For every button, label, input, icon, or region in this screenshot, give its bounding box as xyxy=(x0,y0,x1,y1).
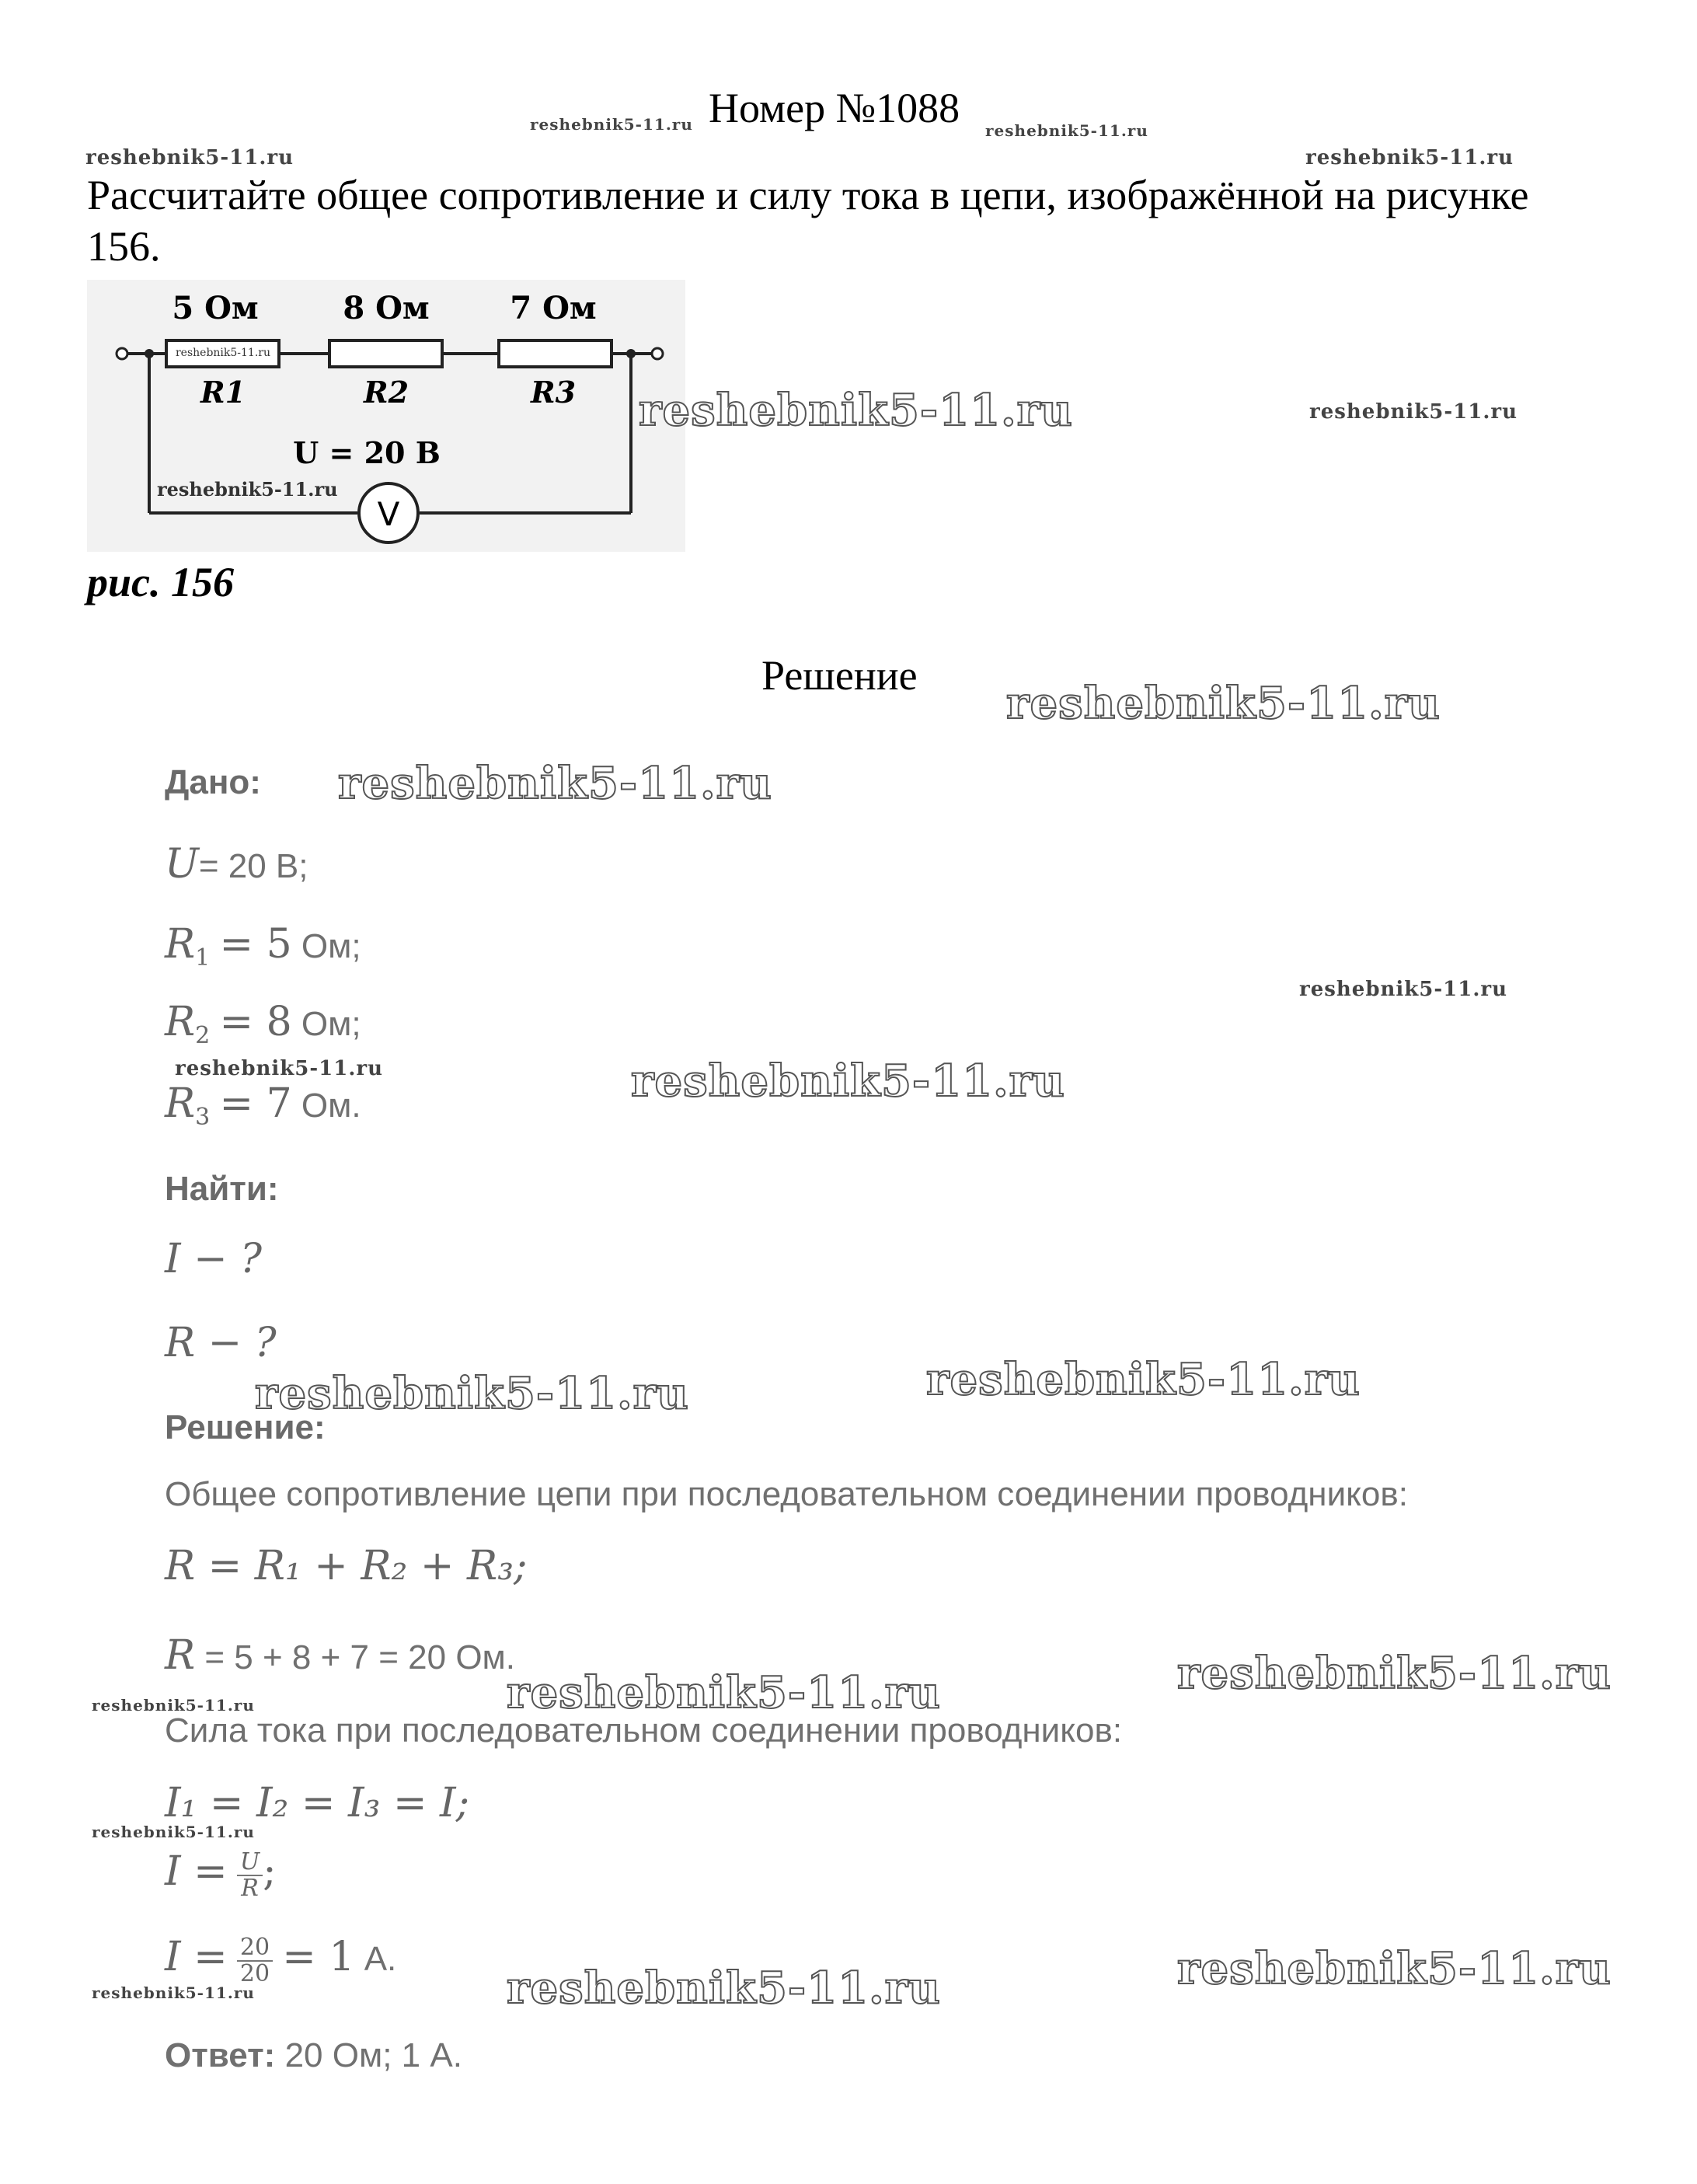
watermark: reshebnik5-11.ru xyxy=(1309,400,1518,424)
watermark: reshebnik5-11.ru xyxy=(157,478,338,501)
circuit-diagram xyxy=(87,280,685,552)
page-title: Номер №1088 xyxy=(709,85,960,131)
watermark: reshebnik5-11.ru xyxy=(507,1667,941,1718)
watermark: reshebnik5-11.ru xyxy=(1305,146,1514,169)
voltmeter-label: V xyxy=(377,495,400,533)
watermark: reshebnik5-11.ru xyxy=(175,347,271,359)
watermark: reshebnik5-11.ru xyxy=(92,1696,255,1715)
formula-ohm-law: I = $\frac{U}{R}$ ; xyxy=(165,1848,277,1903)
r3-label: R3 xyxy=(530,375,577,410)
calc-total-resistance: R = 5 + 8 + 7 = 20 Ом. xyxy=(165,1632,516,1679)
find-label: Найти: xyxy=(165,1170,279,1208)
given-r1: $R_1 = 5$ Ом; xyxy=(165,921,361,972)
formula-total-resistance: R = R₁ + R₂ + R₃; xyxy=(165,1543,528,1589)
solution-label: Решение: xyxy=(165,1408,326,1446)
formula-current-equal: I₁ = I₂ = I₃ = I; xyxy=(165,1780,470,1826)
watermark: reshebnik5-11.ru xyxy=(631,1055,1065,1107)
calc-current: I = $\frac{20}{20}$ = 1 А. xyxy=(165,1934,397,1988)
r1-label: R1 xyxy=(200,375,246,410)
watermark: reshebnik5-11.ru xyxy=(1006,678,1441,729)
watermark: reshebnik5-11.ru xyxy=(175,1057,384,1080)
given-label: Дано: xyxy=(165,763,261,801)
watermark: reshebnik5-11.ru xyxy=(926,1354,1361,1405)
watermark: reshebnik5-11.ru xyxy=(85,146,294,169)
watermark: reshebnik5-11.ru xyxy=(1299,978,1508,1001)
task-text: Рассчитайте общее сопротивление и силу тока в цепи, изображённой на рисунке 156. xyxy=(87,172,1529,270)
resistor-r2 xyxy=(329,340,442,367)
watermark: reshebnik5-11.ru xyxy=(338,758,772,809)
watermark: reshebnik5-11.ru xyxy=(985,121,1148,140)
given-r2: $R_2 = 8$ Ом; xyxy=(165,999,361,1049)
figure-caption: рис. 156 xyxy=(87,559,234,605)
watermark: reshebnik5-11.ru xyxy=(530,115,693,134)
r1-value: 5 Ом xyxy=(172,290,259,326)
find-i: I − ? xyxy=(165,1236,263,1282)
solution-text-2: Сила тока при последовательном соединении проводников: xyxy=(165,1711,1123,1750)
watermark: reshebnik5-11.ru xyxy=(639,385,1073,436)
given-r3: $R_3 = 7$ Ом. xyxy=(165,1080,361,1131)
watermark: reshebnik5-11.ru xyxy=(1177,1943,1612,1994)
r2-value: 8 Ом xyxy=(343,290,430,326)
resistor-r3 xyxy=(499,340,612,367)
find-r: R − ? xyxy=(165,1320,277,1366)
solution-heading: Решение xyxy=(761,652,918,699)
watermark: reshebnik5-11.ru xyxy=(92,1983,255,2002)
r3-value: 7 Ом xyxy=(510,290,597,326)
watermark: reshebnik5-11.ru xyxy=(92,1823,255,1841)
watermark: reshebnik5-11.ru xyxy=(255,1368,689,1419)
given-u: U= 20 В; xyxy=(165,841,308,888)
watermark: reshebnik5-11.ru xyxy=(507,1962,941,2014)
answer-line: Ответ: 20 Ом; 1 А. xyxy=(165,2036,462,2074)
r2-label: R2 xyxy=(363,375,409,410)
voltage-label: U = 20 В xyxy=(293,435,441,470)
solution-text-1: Общее сопротивление цепи при последовательном соединении проводников: xyxy=(165,1475,1408,1513)
watermark: reshebnik5-11.ru xyxy=(1177,1648,1612,1699)
